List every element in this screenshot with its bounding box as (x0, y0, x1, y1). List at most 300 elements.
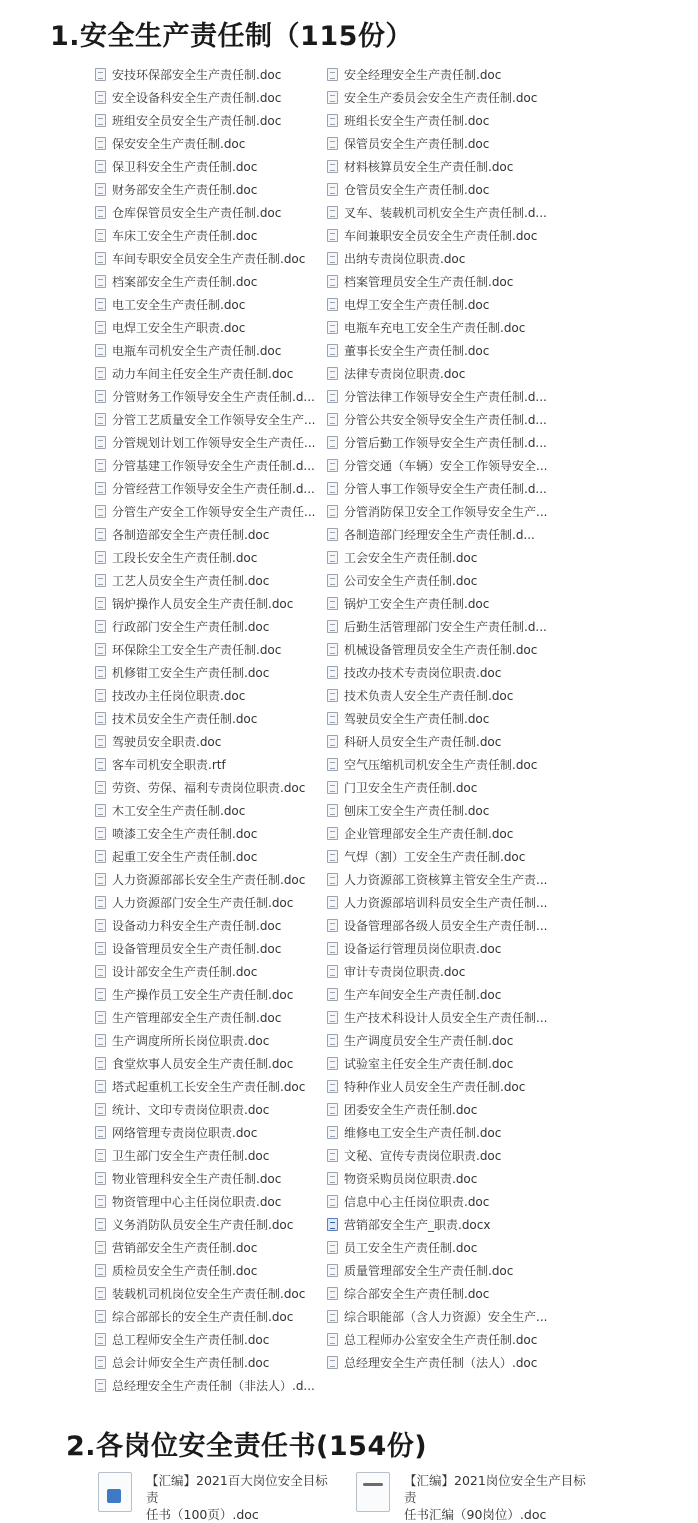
file-item[interactable] (327, 868, 562, 891)
doc-file-icon (327, 804, 338, 817)
file-item[interactable] (95, 339, 323, 362)
file-item[interactable] (327, 1328, 562, 1351)
file-name: 锅炉操作人员安全生产责任制.doc (112, 596, 294, 611)
file-item[interactable] (95, 1374, 323, 1397)
doc-file-icon (95, 1011, 106, 1024)
file-item[interactable] (95, 132, 323, 155)
file-name: 法律专责岗位职责.doc (344, 366, 466, 381)
doc-file-icon (327, 1333, 338, 1346)
doc-file-icon (327, 643, 338, 656)
doc-file-icon (327, 436, 338, 449)
file-item[interactable] (95, 178, 323, 201)
doc-file-icon (327, 91, 338, 104)
doc-file-icon (95, 735, 106, 748)
doc-file-icon (95, 183, 106, 196)
doc-file-icon (95, 137, 106, 150)
file-name: 文秘、宣传专责岗位职责.doc (344, 1148, 502, 1163)
doc-file-icon (95, 666, 106, 679)
file-item[interactable] (95, 1282, 323, 1305)
file-item[interactable] (95, 1167, 323, 1190)
file-item[interactable] (327, 201, 562, 224)
file-name: 设备运行管理员岗位职责.doc (344, 941, 502, 956)
file-item[interactable] (327, 454, 562, 477)
file-item[interactable] (95, 247, 323, 270)
file-item[interactable] (95, 1144, 323, 1167)
doc-file-icon (95, 229, 106, 242)
file-name: 车间兼职安全员安全生产责任制.doc (344, 228, 538, 243)
file-item[interactable] (95, 983, 323, 1006)
file-name: 设备管理员安全生产责任制.doc (112, 941, 282, 956)
file-item[interactable] (327, 684, 562, 707)
file-name: 技改办技术专责岗位职责.doc (344, 665, 502, 680)
file-name: 分管财务工作领导安全生产责任制.d... (112, 389, 315, 404)
doc-file-icon (327, 1103, 338, 1116)
file-item[interactable] (327, 1167, 562, 1190)
doc-file-icon (95, 275, 106, 288)
file-name: 刨床工安全生产责任制.doc (344, 803, 490, 818)
doc-file-icon (95, 344, 106, 357)
file-item[interactable] (327, 1121, 562, 1144)
doc-file-icon (327, 1241, 338, 1254)
file-name: 生产技术科设计人员安全生产责任制... (344, 1010, 548, 1025)
doc-file-icon (95, 206, 106, 219)
doc-file-icon (95, 1195, 106, 1208)
word-document-icon (98, 1472, 132, 1512)
doc-file-icon (327, 252, 338, 265)
file-item[interactable] (95, 477, 323, 500)
file-item[interactable] (95, 1190, 323, 1213)
file-name: 人力资源部培训科员安全生产责任制... (344, 895, 548, 910)
file-item[interactable] (327, 477, 562, 500)
doc-file-icon (95, 758, 106, 771)
file-name: 设计部安全生产责任制.doc (112, 964, 258, 979)
doc-file-icon (327, 298, 338, 311)
file-item[interactable] (327, 707, 562, 730)
file-item[interactable] (95, 500, 323, 523)
file-item[interactable] (95, 109, 323, 132)
file-item[interactable] (95, 1029, 323, 1052)
doc-file-icon (327, 1080, 338, 1093)
file-name: 生产管理部安全生产责任制.doc (112, 1010, 282, 1025)
file-item[interactable] (95, 431, 323, 454)
file-item[interactable] (95, 638, 323, 661)
file-item[interactable] (327, 1029, 562, 1052)
file-name: 档案管理员安全生产责任制.doc (344, 274, 514, 289)
file-name: 总工程师安全生产责任制.doc (112, 1332, 270, 1347)
doc-file-icon (327, 919, 338, 932)
docx-file-icon (327, 1218, 338, 1231)
file-name: 财务部安全生产责任制.doc (112, 182, 258, 197)
file-item[interactable] (327, 1305, 562, 1328)
file-name: 综合职能部（含人力资源）安全生产... (344, 1309, 548, 1324)
doc-file-icon (327, 367, 338, 380)
doc-file-icon (95, 827, 106, 840)
doc-file-icon (327, 942, 338, 955)
doc-file-icon (95, 1103, 106, 1116)
file-name: 各制造部安全生产责任制.doc (112, 527, 270, 542)
file-name: 特种作业人员安全生产责任制.doc (344, 1079, 526, 1094)
file-name: 物业管理科安全生产责任制.doc (112, 1171, 282, 1186)
file-name: 驾驶员安全职责.doc (112, 734, 222, 749)
doc-file-icon (327, 505, 338, 518)
doc-file-icon (95, 252, 106, 265)
doc-file-icon (327, 482, 338, 495)
doc-file-icon (95, 321, 106, 334)
file-name: 木工安全生产责任制.doc (112, 803, 246, 818)
doc-file-icon (327, 965, 338, 978)
file-name: 安全生产委员会安全生产责任制.doc (344, 90, 538, 105)
file-list-right (327, 63, 562, 1374)
file-item[interactable] (327, 1006, 562, 1029)
doc-file-icon (327, 229, 338, 242)
file-name: 安技环保部安全生产责任制.doc (112, 67, 282, 82)
file-name: 统计、文印专责岗位职责.doc (112, 1102, 270, 1117)
file-item[interactable] (327, 753, 562, 776)
file-item[interactable] (327, 661, 562, 684)
file-item[interactable] (327, 1190, 562, 1213)
file-item[interactable] (95, 1121, 323, 1144)
doc-file-icon (327, 1149, 338, 1162)
file-name: 工艺人员安全生产责任制.doc (112, 573, 270, 588)
file-name: 叉车、装载机司机安全生产责任制.d... (344, 205, 547, 220)
file-name: 分管交通（车辆）安全工作领导安全... (344, 458, 548, 473)
file-name: 设备管理部各级人员安全生产责任制... (344, 918, 548, 933)
file-name: 电焊工安全生产责任制.doc (344, 297, 490, 312)
file-name: 行政部门安全生产责任制.doc (112, 619, 270, 634)
doc-file-icon (327, 321, 338, 334)
file-item[interactable] (95, 408, 323, 431)
file-item[interactable] (95, 362, 323, 385)
file-name: 综合部安全生产责任制.doc (344, 1286, 490, 1301)
file-name: 塔式起重机工长安全生产责任制.doc (112, 1079, 306, 1094)
doc-file-icon (95, 850, 106, 863)
file-item[interactable] (327, 339, 562, 362)
file-item[interactable] (95, 845, 323, 868)
doc-file-icon (95, 1264, 106, 1277)
file-item[interactable] (95, 454, 323, 477)
file-item[interactable] (327, 270, 562, 293)
file-item[interactable] (95, 1351, 323, 1374)
doc-file-icon (327, 1011, 338, 1024)
doc-file-icon (95, 505, 106, 518)
file-item[interactable] (95, 385, 323, 408)
file-item[interactable] (95, 270, 323, 293)
file-name: 试验室主任安全生产责任制.doc (344, 1056, 514, 1071)
file-name: 各制造部门经理安全生产责任制.d... (344, 527, 535, 542)
file-item[interactable] (327, 224, 562, 247)
file-item[interactable] (327, 523, 562, 546)
file-item[interactable] (95, 224, 323, 247)
file-name: 科研人员安全生产责任制.doc (344, 734, 502, 749)
file-name: 安全经理安全生产责任制.doc (344, 67, 502, 82)
file-name: 档案部安全生产责任制.doc (112, 274, 258, 289)
file-item[interactable] (327, 914, 562, 937)
file-item[interactable] (95, 822, 323, 845)
file-item[interactable] (327, 132, 562, 155)
doc-file-icon (327, 827, 338, 840)
doc-file-icon (95, 919, 106, 932)
file-item[interactable] (327, 569, 562, 592)
file-name: 总经理安全生产责任制（非法人）.d... (112, 1378, 315, 1393)
file-item[interactable] (327, 1259, 562, 1282)
file-name: 客车司机安全职责.rtf (112, 757, 226, 772)
file-item[interactable] (95, 201, 323, 224)
file-item[interactable] (95, 891, 323, 914)
file-item[interactable] (327, 109, 562, 132)
doc-file-icon (327, 160, 338, 173)
file-card[interactable] (356, 1472, 594, 1522)
file-item[interactable] (327, 385, 562, 408)
file-item[interactable] (327, 500, 562, 523)
file-item[interactable] (327, 592, 562, 615)
file-name: 人力资源部工资核算主管安全生产责... (344, 872, 548, 887)
file-item[interactable] (95, 914, 323, 937)
file-item[interactable] (327, 1075, 562, 1098)
doc-file-icon (95, 965, 106, 978)
doc-file-icon (95, 1218, 106, 1231)
file-item[interactable] (327, 937, 562, 960)
doc-file-icon (327, 850, 338, 863)
doc-file-icon (95, 689, 106, 702)
file-name: 总经理安全生产责任制（法人）.doc (344, 1355, 538, 1370)
file-name: 分管公共安全领导安全生产责任制.d... (344, 412, 547, 427)
doc-file-icon (327, 758, 338, 771)
file-item[interactable] (327, 155, 562, 178)
file-item[interactable] (327, 730, 562, 753)
file-name: 环保除尘工安全生产责任制.doc (112, 642, 282, 657)
file-name: 分管人事工作领导安全生产责任制.d... (344, 481, 547, 496)
file-item[interactable] (327, 799, 562, 822)
file-item[interactable] (95, 615, 323, 638)
doc-file-icon (327, 551, 338, 564)
doc-file-icon (95, 1356, 106, 1369)
file-item[interactable] (327, 247, 562, 270)
file-item[interactable] (95, 63, 323, 86)
file-item[interactable] (327, 86, 562, 109)
doc-file-icon (327, 344, 338, 357)
file-item[interactable] (327, 983, 562, 1006)
file-name: 分管生产安全工作领导安全生产责任... (112, 504, 316, 519)
file-item[interactable] (327, 891, 562, 914)
file-name: 信息中心主任岗位职责.doc (344, 1194, 490, 1209)
file-name: 动力车间主任安全生产责任制.doc (112, 366, 294, 381)
file-item[interactable] (327, 1144, 562, 1167)
file-item[interactable] (327, 1351, 562, 1374)
file-name: 团委安全生产责任制.doc (344, 1102, 478, 1117)
doc-file-icon (95, 114, 106, 127)
file-item[interactable] (95, 546, 323, 569)
file-name: 工会安全生产责任制.doc (344, 550, 478, 565)
file-name: 工段长安全生产责任制.doc (112, 550, 258, 565)
file-name: 气焊（割）工安全生产责任制.doc (344, 849, 526, 864)
file-name: 材料核算员安全生产责任制.doc (344, 159, 514, 174)
doc-file-icon (95, 1126, 106, 1139)
file-name: 生产调度所所长岗位职责.doc (112, 1033, 270, 1048)
file-item[interactable] (327, 1282, 562, 1305)
file-item[interactable] (327, 1213, 562, 1236)
file-item[interactable] (327, 178, 562, 201)
file-item[interactable] (95, 1305, 323, 1328)
file-name: 生产操作员工安全生产责任制.doc (112, 987, 294, 1002)
doc-file-icon (327, 413, 338, 426)
file-name: 分管消防保卫安全工作领导安全生产... (344, 504, 548, 519)
file-list-left (95, 63, 323, 1397)
file-item[interactable] (95, 960, 323, 983)
file-name: 分管法律工作领导安全生产责任制.d... (344, 389, 547, 404)
file-name: 仓管员安全生产责任制.doc (344, 182, 490, 197)
doc-file-icon (95, 643, 106, 656)
doc-file-icon (95, 804, 106, 817)
file-name: 质检员安全生产责任制.doc (112, 1263, 258, 1278)
file-name: 生产调度员安全生产责任制.doc (344, 1033, 514, 1048)
doc-file-icon (327, 873, 338, 886)
file-name: 驾驶员安全生产责任制.doc (344, 711, 490, 726)
doc-file-icon (327, 666, 338, 679)
doc-file-icon (327, 1356, 338, 1369)
doc-file-icon (327, 275, 338, 288)
doc-file-icon (95, 1057, 106, 1070)
file-card[interactable] (98, 1472, 336, 1522)
doc-file-icon (327, 206, 338, 219)
file-item[interactable] (95, 86, 323, 109)
file-item[interactable] (95, 753, 323, 776)
file-name: 劳资、劳保、福利专责岗位职责.doc (112, 780, 306, 795)
file-name: 员工安全生产责任制.doc (344, 1240, 478, 1255)
doc-file-icon (95, 988, 106, 1001)
file-name: 分管工艺质量安全工作领导安全生产... (112, 412, 316, 427)
file-name: 物资采购员岗位职责.doc (344, 1171, 478, 1186)
file-name: 分管后勤工作领导安全生产责任制.d... (344, 435, 547, 450)
doc-file-icon (95, 1241, 106, 1254)
doc-file-icon (95, 482, 106, 495)
file-item[interactable] (95, 569, 323, 592)
file-name: 营销部安全生产_职责.docx (344, 1217, 491, 1232)
file-name: 分管经营工作领导安全生产责任制.d... (112, 481, 315, 496)
file-name: 空气压缩机司机安全生产责任制.doc (344, 757, 538, 772)
file-item[interactable] (327, 615, 562, 638)
doc-file-icon (327, 1057, 338, 1070)
file-item[interactable] (327, 638, 562, 661)
file-name: 机械设备管理员安全生产责任制.doc (344, 642, 538, 657)
file-name: 质量管理部安全生产责任制.doc (344, 1263, 514, 1278)
doc-file-icon (327, 712, 338, 725)
file-item[interactable] (95, 523, 323, 546)
file-item[interactable] (95, 776, 323, 799)
file-item[interactable] (95, 1052, 323, 1075)
doc-file-icon (95, 68, 106, 81)
file-item[interactable] (327, 408, 562, 431)
file-item[interactable] (327, 1236, 562, 1259)
doc-file-icon (95, 620, 106, 633)
file-name: 审计专责岗位职责.doc (344, 964, 466, 979)
file-item[interactable] (327, 63, 562, 86)
file-item[interactable] (327, 1098, 562, 1121)
file-name: 保管员安全生产责任制.doc (344, 136, 490, 151)
file-item[interactable] (327, 431, 562, 454)
file-name: 起重工安全生产责任制.doc (112, 849, 258, 864)
file-item[interactable] (95, 1259, 323, 1282)
file-item[interactable] (327, 776, 562, 799)
file-item[interactable] (327, 362, 562, 385)
file-item[interactable] (95, 316, 323, 339)
doc-file-icon (95, 413, 106, 426)
doc-file-icon (327, 68, 338, 81)
doc-file-icon (95, 1333, 106, 1346)
file-item[interactable] (327, 1052, 562, 1075)
file-name: 人力资源部门安全生产责任制.doc (112, 895, 294, 910)
file-card-name: 【汇编】2021岗位安全生产目标责 任书汇编（90岗位）.doc (404, 1473, 586, 1522)
file-item[interactable] (95, 1213, 323, 1236)
file-name: 门卫安全生产责任制.doc (344, 780, 478, 795)
section-2-title: 2.各岗位安全责任书(154份) (66, 1431, 428, 1462)
file-name: 生产车间安全生产责任制.doc (344, 987, 502, 1002)
doc-file-icon (95, 712, 106, 725)
file-name: 设备动力科安全生产责任制.doc (112, 918, 282, 933)
doc-file-icon (327, 1264, 338, 1277)
file-name: 电焊工安全生产职责.doc (112, 320, 246, 335)
file-name: 车床工安全生产责任制.doc (112, 228, 258, 243)
doc-file-icon (95, 436, 106, 449)
file-item[interactable] (95, 799, 323, 822)
file-name: 总会计师安全生产责任制.doc (112, 1355, 270, 1370)
file-item[interactable] (95, 1328, 323, 1351)
doc-file-icon (95, 1080, 106, 1093)
doc-file-icon (95, 896, 106, 909)
doc-file-icon (95, 551, 106, 564)
doc-file-icon (95, 873, 106, 886)
file-name: 董事长安全生产责任制.doc (344, 343, 490, 358)
file-name: 技术负责人安全生产责任制.doc (344, 688, 514, 703)
doc-file-icon (95, 459, 106, 472)
file-name: 保卫科安全生产责任制.doc (112, 159, 258, 174)
file-item[interactable] (95, 1075, 323, 1098)
file-item[interactable] (95, 868, 323, 891)
doc-file-icon (95, 367, 106, 380)
file-item[interactable] (95, 293, 323, 316)
doc-file-icon (95, 942, 106, 955)
file-name: 装载机司机岗位安全生产责任制.doc (112, 1286, 306, 1301)
file-item[interactable] (327, 316, 562, 339)
file-item[interactable] (95, 707, 323, 730)
doc-file-icon (327, 114, 338, 127)
file-item[interactable] (327, 845, 562, 868)
doc-file-icon (327, 459, 338, 472)
file-item[interactable] (327, 293, 562, 316)
file-item[interactable] (95, 155, 323, 178)
doc-file-icon (327, 1310, 338, 1323)
file-name: 分管规划计划工作领导安全生产责任... (112, 435, 316, 450)
file-item[interactable] (95, 1098, 323, 1121)
file-name: 安全设备科安全生产责任制.doc (112, 90, 282, 105)
file-item[interactable] (95, 1006, 323, 1029)
file-item[interactable] (95, 937, 323, 960)
file-name: 技改办主任岗位职责.doc (112, 688, 246, 703)
file-name: 电瓶车充电工安全生产责任制.doc (344, 320, 526, 335)
doc-file-icon (327, 1195, 338, 1208)
file-item[interactable] (95, 730, 323, 753)
doc-file-icon (95, 390, 106, 403)
file-item[interactable] (95, 1236, 323, 1259)
file-item[interactable] (95, 661, 323, 684)
file-name: 保安安全生产责任制.doc (112, 136, 246, 151)
file-item[interactable] (95, 684, 323, 707)
file-item[interactable] (95, 592, 323, 615)
file-item[interactable] (327, 960, 562, 983)
file-item[interactable] (327, 546, 562, 569)
file-name: 网络管理专责岗位职责.doc (112, 1125, 258, 1140)
doc-file-icon (95, 160, 106, 173)
file-item[interactable] (327, 822, 562, 845)
